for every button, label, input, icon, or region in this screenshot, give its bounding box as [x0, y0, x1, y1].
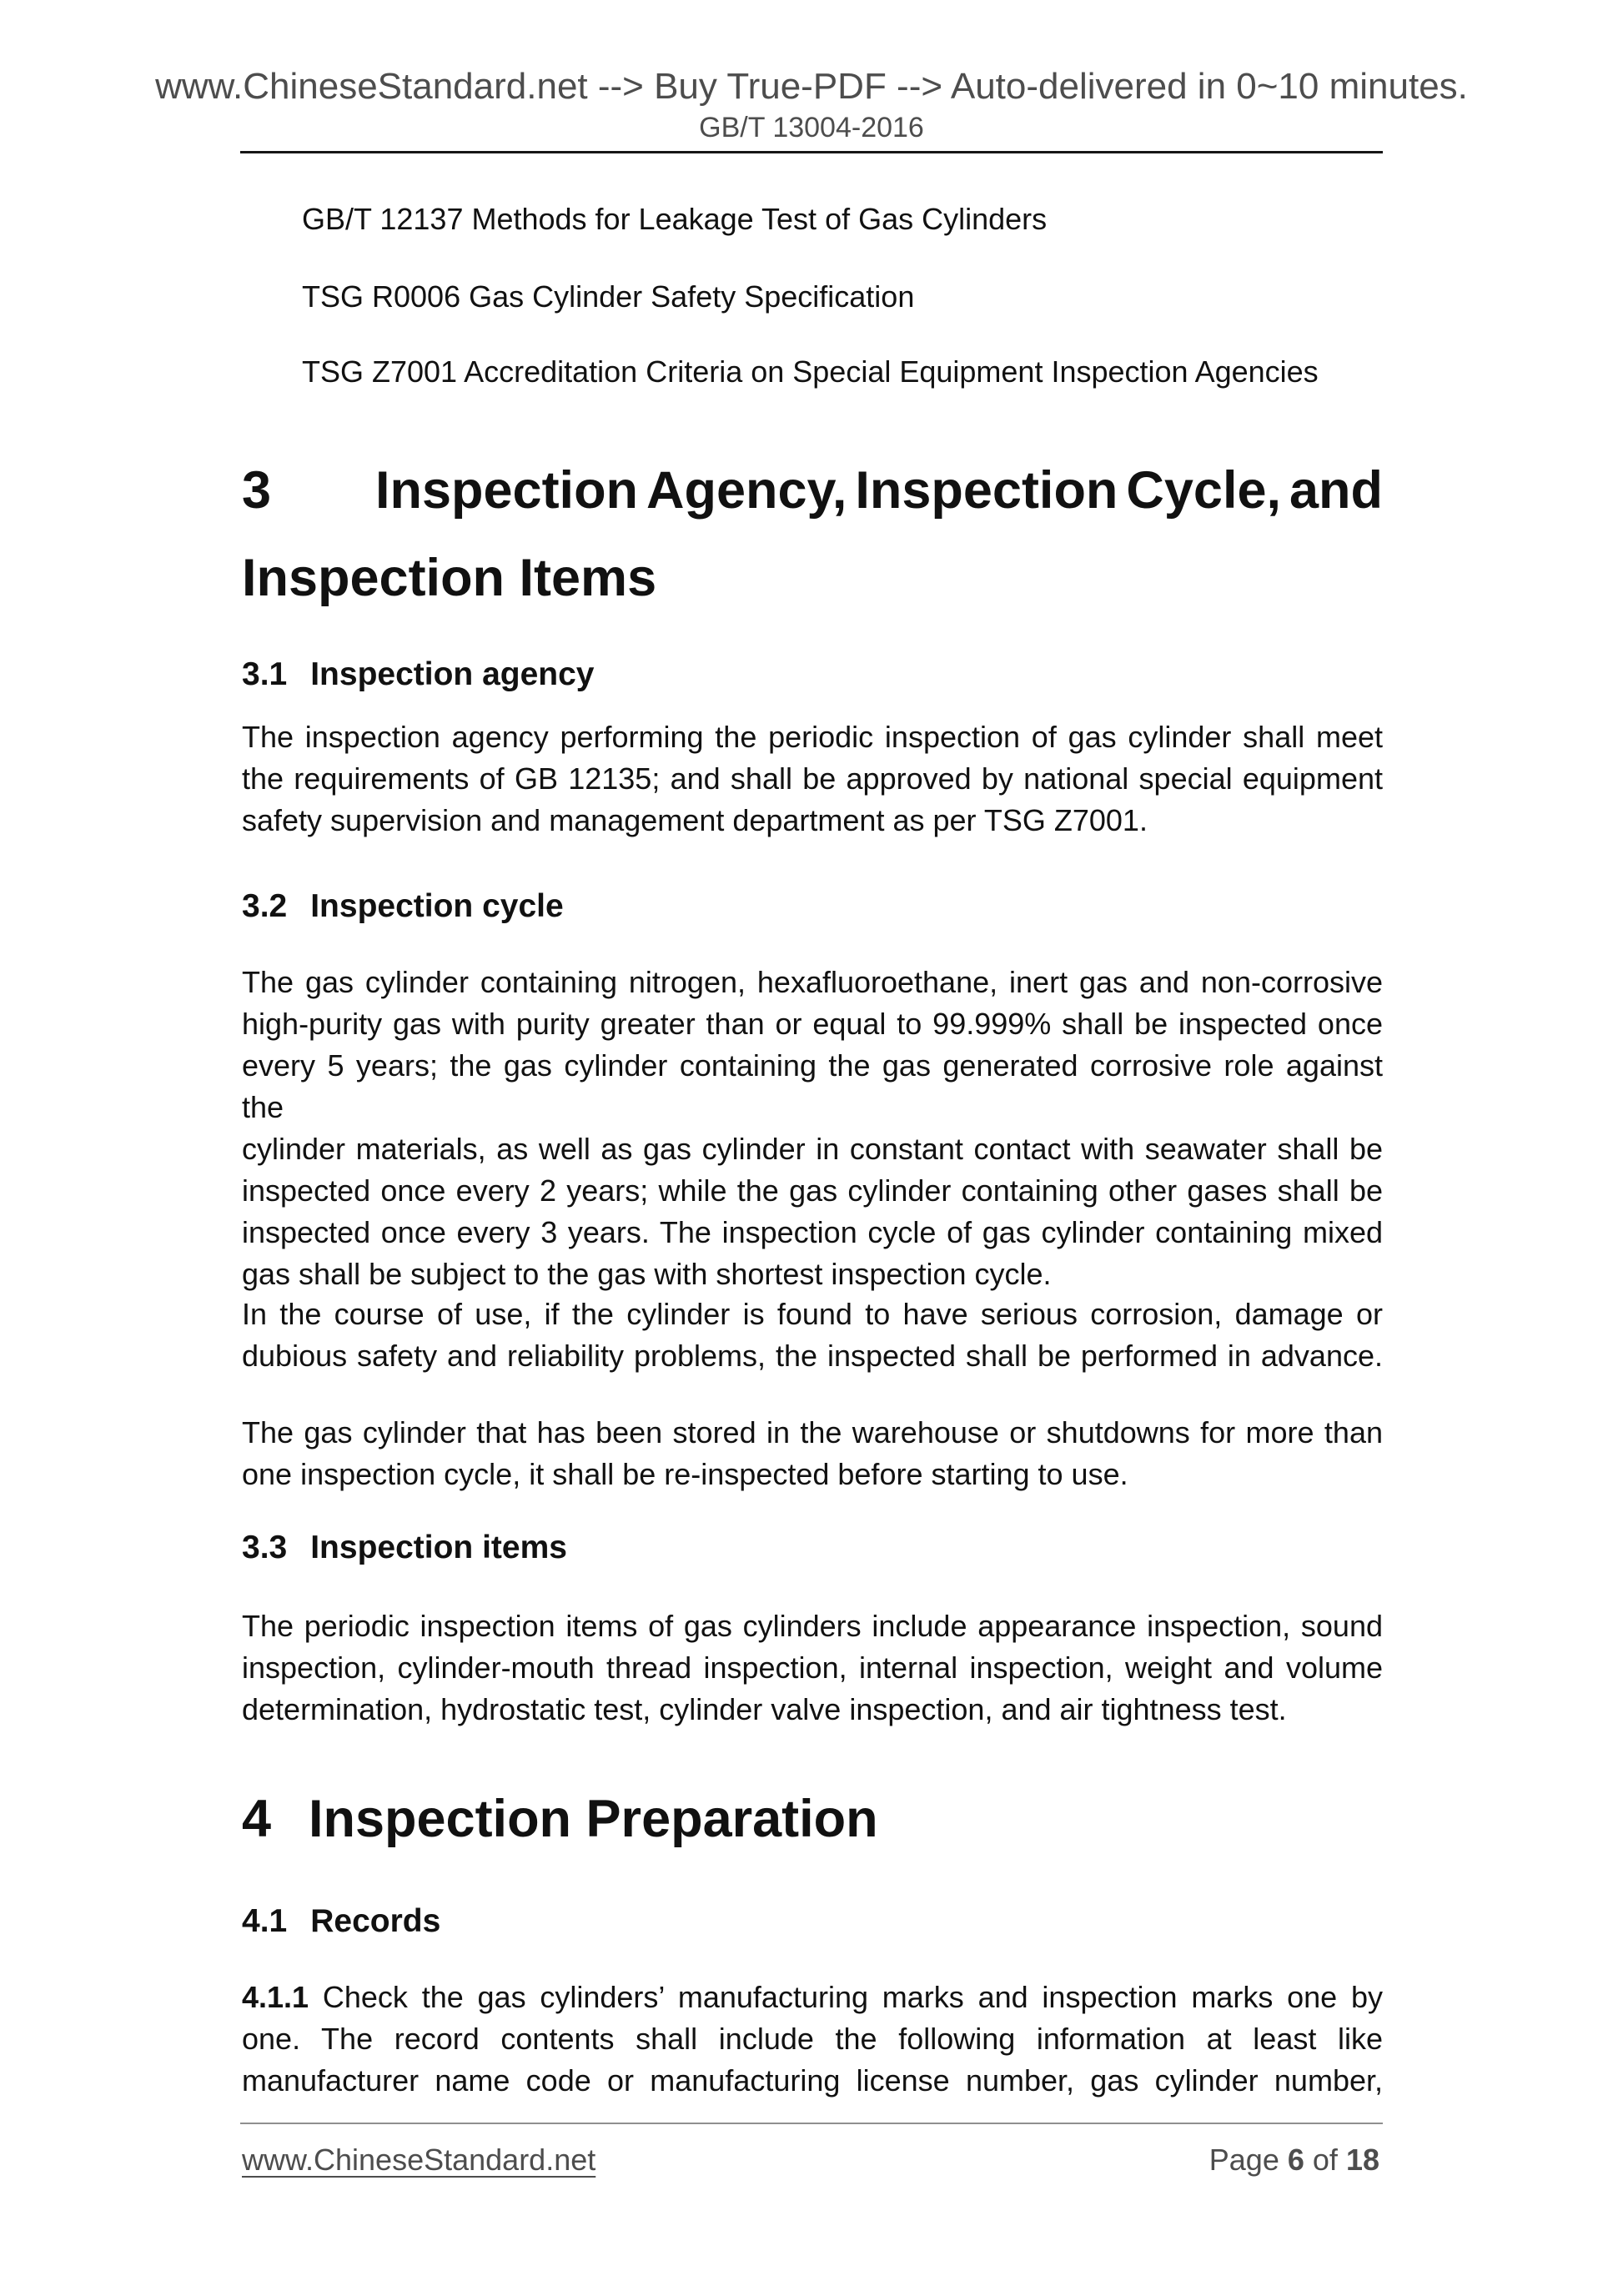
subsection-title: Inspection agency: [310, 656, 595, 692]
section-4-title: Inspection Preparation: [309, 1790, 878, 1848]
paragraph-4-1-1: [242, 1977, 1383, 2102]
text-line: manufacturer name code or manufacturing license number, gas cylinder number,: [242, 2063, 1383, 2098]
reference-item: GB/T 12137 Methods for Leakage Test of Gas Cylinders: [302, 202, 1048, 236]
subsection-title: Inspection cycle: [310, 888, 564, 924]
text-line: safety supervision and management department as per TSG Z7001.: [242, 803, 1148, 837]
heading-word: Cycle,: [1126, 461, 1281, 520]
clause-number: 4.1.1: [242, 1980, 309, 2014]
subsection-number: 3.1: [242, 656, 288, 692]
text-line: inspected once every 2 years; while the gas cylinder containing other gases shall be: [242, 1173, 1383, 1208]
paragraph-3-2-c: [242, 1412, 1383, 1495]
paragraph-3-2-a: [242, 962, 1383, 1295]
clause-text: Check the gas cylinders’ manufacturing marks and inspection marks one by: [322, 1980, 1383, 2014]
text-line: In the course of use, if the cylinder is found to have serious corrosion, damage or: [242, 1297, 1383, 1331]
of-label: of: [1312, 2143, 1338, 2177]
text-line: The periodic inspection items of gas cylinders include appearance inspection, sound: [242, 1609, 1383, 1643]
page-current: 6: [1287, 2143, 1304, 2177]
text-line: inspection, cylinder-mouth thread inspection, internal inspection, weight and volume: [242, 1650, 1383, 1685]
text-line: The gas cylinder that has been stored in the warehouse or shutdowns for more than: [242, 1415, 1383, 1449]
section-3-number: 3: [242, 461, 272, 520]
text-line: The gas cylinder containing nitrogen, hexafluoroethane, inert gas and non-corrosive: [242, 965, 1383, 999]
subsection-number: 4.1: [242, 1903, 288, 1939]
paragraph-3-2-b: [242, 1294, 1383, 1377]
section-3-title-words: [375, 457, 1383, 524]
header-banner-text: www.ChineseStandard.net --> Buy True-PDF --> Auto-delivered in 0~10 minutes.: [155, 66, 1468, 107]
section-3-heading-line2: Inspection Items: [242, 549, 657, 607]
subsection-title: Records: [310, 1903, 441, 1939]
subsection-3-1-heading: [242, 653, 1383, 696]
text-line: The inspection agency performing the periodic inspection of gas cylinder shall meet: [242, 720, 1383, 754]
heading-word: and: [1289, 461, 1383, 520]
text-line: cylinder materials, as well as gas cylinder in constant contact with seawater shall be: [242, 1132, 1383, 1166]
heading-word: Inspection: [375, 461, 639, 520]
section-3-heading-line1: [242, 457, 1383, 524]
page-label: Page: [1208, 2143, 1279, 2177]
subsection-3-3-heading: [242, 1526, 1383, 1570]
paragraph-3-3: [242, 1605, 1383, 1731]
subsection-number: 3.2: [242, 888, 288, 924]
section-4-heading: [242, 1786, 1383, 1852]
text-line: one inspection cycle, it shall be re-inspected before starting to use.: [242, 1457, 1128, 1491]
subsection-title: Inspection items: [310, 1530, 567, 1565]
header-doc-code: GB/T 13004-2016: [699, 112, 924, 143]
footer-page-indicator: [1209, 2140, 1379, 2180]
text-line: every 5 years; the gas cylinder containing the gas generated corrosive role against the: [242, 1048, 1383, 1124]
text-line: high-purity gas with purity greater than or equal to 99.999% shall be inspected once: [242, 1007, 1383, 1041]
subsection-4-1-heading: [242, 1900, 1383, 1943]
text-line: the requirements of GB 12135; and shall be approved by national special equipment: [242, 761, 1383, 796]
reference-item: TSG R0006 Gas Cylinder Safety Specification: [302, 279, 915, 314]
page-total: 18: [1345, 2143, 1379, 2177]
paragraph-3-1: [242, 716, 1383, 842]
section-4-number: 4: [242, 1790, 272, 1848]
text-line: inspected once every 3 years. The inspection cycle of gas cylinder containing mixed: [242, 1215, 1383, 1249]
header-divider-rule: [240, 151, 1383, 153]
text-line: determination, hydrostatic test, cylinder valve inspection, and air tightness test.: [242, 1692, 1287, 1726]
subsection-number: 3.3: [242, 1530, 288, 1565]
text-line: gas shall be subject to the gas with shortest inspection cycle.: [242, 1257, 1052, 1291]
reference-item: TSG Z7001 Accreditation Criteria on Special Equipment Inspection Agencies: [302, 354, 1319, 389]
text-line: dubious safety and reliability problems, the inspected shall be performed in advance.: [242, 1339, 1383, 1373]
text-line: one. The record contents shall include the following information at least like: [242, 2022, 1383, 2056]
subsection-3-2-heading: [242, 885, 1383, 928]
heading-word: Inspection: [855, 461, 1118, 520]
footer-divider-rule: [240, 2123, 1383, 2124]
footer-site-link[interactable]: www.ChineseStandard.net: [242, 2143, 596, 2177]
text-line: [242, 1977, 1383, 2018]
heading-word: Agency,: [646, 461, 847, 520]
